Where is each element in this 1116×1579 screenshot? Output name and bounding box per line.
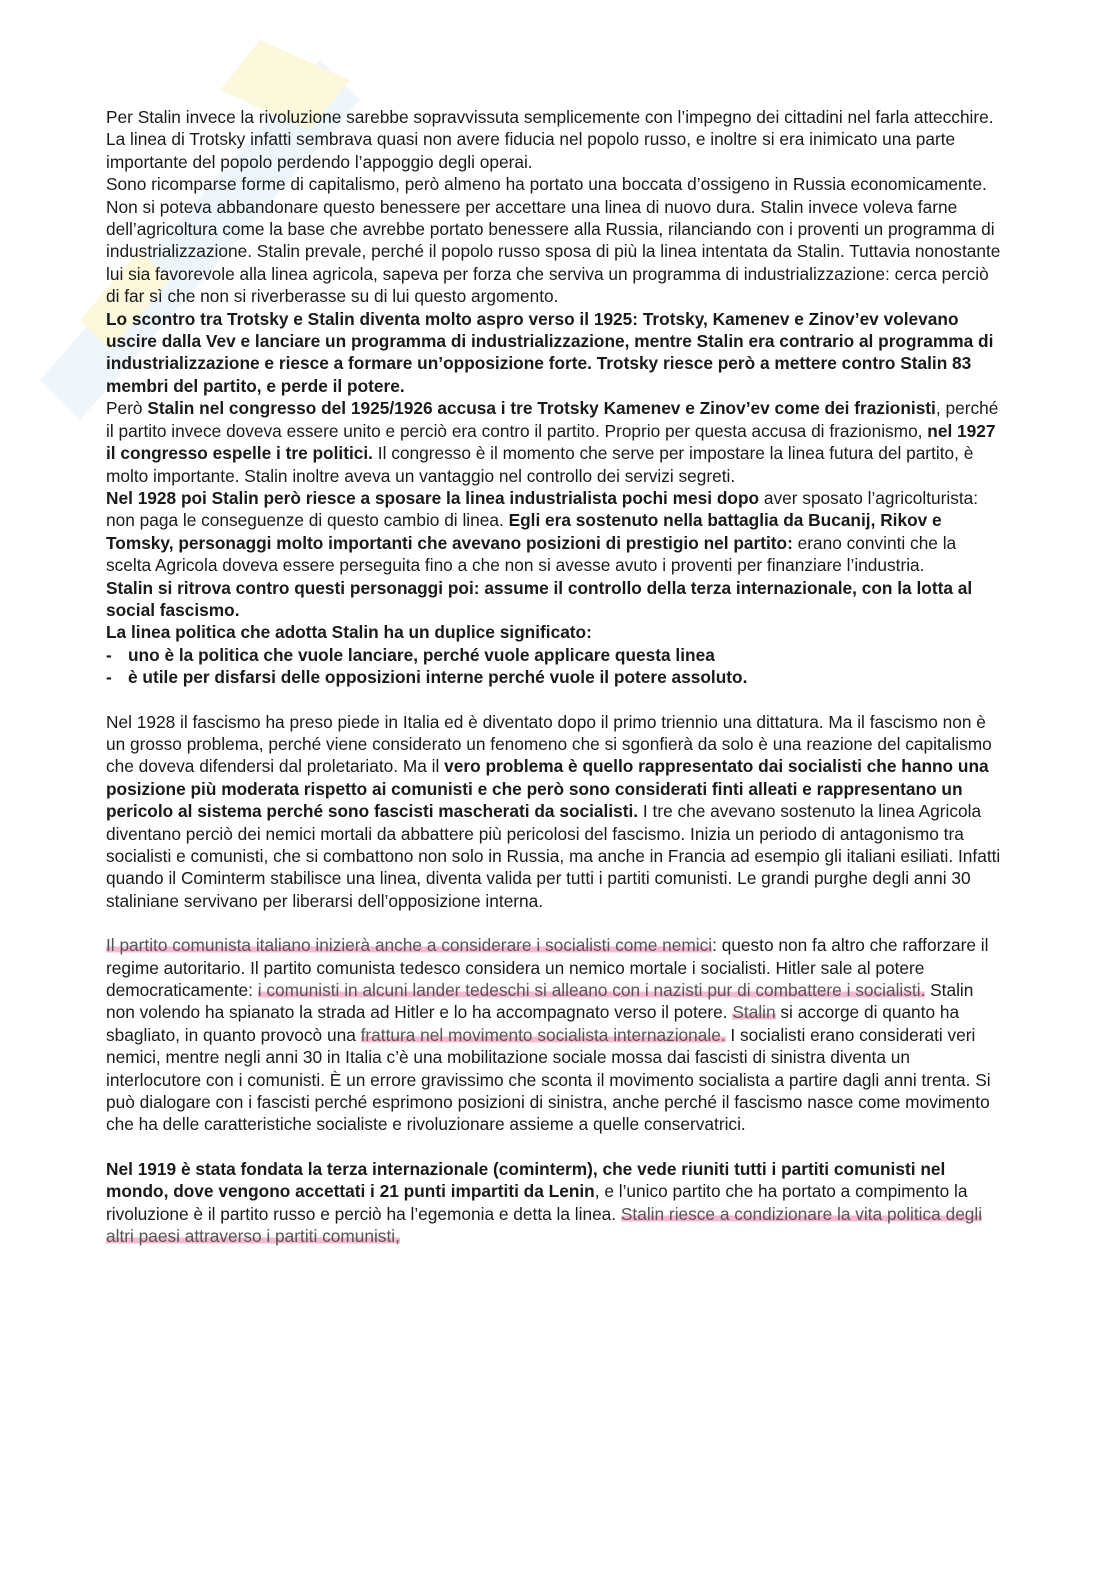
paragraph-p7 <box>106 621 1006 643</box>
section-stalin-trotsky <box>106 106 1006 644</box>
dash-item-text: è utile per disfarsi delle opposizioni interne perché vuole il potere assoluto. <box>128 667 748 688</box>
bold-text: nel 1927 il congresso espelle i tre politici. <box>106 420 996 464</box>
dash-item-text: uno è la politica che vuole lanciare, perché vuole applicare questa linea <box>128 644 715 665</box>
text-run: I socialisti erano considerati veri nemici, mentre negli anni 30 in Italia c’è una mobilitazione sociale mossa dai fascisti di sinistra diventa un interlocutore con i comunisti. È un errore gravissimo che sconta il movimento socialista a partire dagli anni trenta. Si può dialogare con i fascisti perché esprimono posizioni di sinistra, anche perché il fascismo nasce come movimento che ha delle caratteristiche socialiste e rivoluzionare assieme a quelle conservatrici. <box>106 1024 991 1135</box>
bold-text: Nel 1919 è stata fondata la terza internazionale (cominterm), che vede riuniti tutti i partiti comunisti nel mondo, dove vengono accettati i 21 punti impartiti da Lenin <box>106 1158 946 1202</box>
text-run: Sono ricomparse forme di capitalismo, però almeno ha portato una boccata d’ossigeno in Russia economicamente. Non si poteva abbandonare questo benessere per accettare una linea di nuovo dura. Stalin invece voleva farne dell’agricoltura come la base che avrebbe portato benessere alla Russia, rilanciando con i proventi un programma di industrializzazione. Stalin prevale, perché il popolo russo sposa di più la linea intentata da Stalin. Tuttavia nonostante lui sia favorevole alla linea agricola, sapeva per forza che serviva un programma di industrializzazione: cerca perciò di far sì che non si riverberasse su di lui questo argomento. <box>106 174 1001 307</box>
text-run: I tre che avevano sostenuto la linea Agricola diventano perciò dei nemici mortali da abbattere più pericolosi del fascismo. Inizia un periodo di antagonismo tra socialisti e comunisti, che si combattono non solo in Russia, ma anche in Francia ad esempio gli italiani esiliati. Infatti quando il Cominterm stabilisce una linea, diventa valida per tutti i partiti comunisti. Le grandi purghe degli anni 30 staliniane servivano per liberarsi dell’opposizione interna. <box>106 801 1001 911</box>
paragraph-p2 <box>106 173 1006 307</box>
text-run: si accorge di quanto ha sbagliato, in quanto provocò una <box>106 1002 960 1045</box>
paragraph-p8 <box>106 711 1006 913</box>
bold-text: La linea politica che adotta Stalin ha un duplice significato: <box>106 622 592 643</box>
paragraph-p9 <box>106 934 1006 1136</box>
paragraph-p4 <box>106 397 1006 487</box>
text-run: erano convinti che la scelta Agricola doveva essere perseguita fino a che non si avesse avuto i proventi per finanziare l’industria. <box>106 532 957 576</box>
text-run: aver sposato l’agricolturista: non paga le conseguenze di questo cambio di linea. <box>106 487 979 531</box>
highlighted-text: Stalin <box>732 1002 776 1023</box>
bold-text: Egli era sostenuto nella battaglia da Bucanij, Rikov e Tomsky, personaggi molto importanti che avevano posizioni di prestigio nel partito: <box>106 510 942 553</box>
paragraph-p5 <box>106 487 1006 577</box>
text-run: Però <box>106 398 148 419</box>
bold-text: Nel 1928 poi Stalin però riesce a sposare la linea industrialista pochi mesi dopo <box>106 487 760 508</box>
bold-text: vero problema è quello rappresentato dai socialisti che hanno una posizione più moderata rispetto ai comunisti e che però sono considerati finti alleati e rappresentano un pericolo al sistema perché sono fascisti mascherati da socialisti. <box>106 756 989 822</box>
document-page <box>106 106 1006 1248</box>
dash-list-item <box>106 666 1006 688</box>
dash-list-item <box>106 644 1006 666</box>
highlighted-text: Stalin riesce a condizionare la vita politica degli altri paesi attraverso i partiti comunisti, <box>106 1203 983 1247</box>
bold-text: Stalin si ritrova contro questi personaggi poi: assume il controllo della terza internazionale, con la lotta al social fascismo. <box>106 577 973 620</box>
text-run: Stalin non volendo ha spianato la strada ad Hitler e lo ha accompagnato verso il potere. <box>106 980 974 1023</box>
highlighted-text: i comunisti in alcuni lander tedeschi si alleano con i nazisti pur di combattere i socialisti. <box>257 980 926 1001</box>
highlighted-text: frattura nel movimento socialista internazionale. <box>360 1024 726 1045</box>
bold-text: Lo scontro tra Trotsky e Stalin diventa molto aspro verso il 1925: Trotsky, Kamenev e Zinov’ev volevano uscire dalla Vev e lanciare un programma di industrializzazione, mentre Stalin era contrario al programma di industrializzazione e riesce a formare un’opposizione forte. Trotsky riesce però a mettere contro Stalin 83 membri del partito, e perde il potere. <box>106 308 994 396</box>
paragraph-p6 <box>106 577 1006 622</box>
text-run: , perché il partito invece doveva essere unito e perciò era contro il partito. Proprio per questa accusa di frazionismo, <box>106 398 999 441</box>
section-socialism-fascism <box>106 711 1006 1248</box>
dash-marker: - <box>106 667 112 688</box>
text-run: Il congresso è il momento che serve per impostare la linea futura del partito, è molto importante. Stalin inoltre aveva un vantaggio nel controllo dei servizi segreti. <box>106 443 974 486</box>
highlighted-text: Il partito comunista italiano inizierà anche a considerare i socialisti come nemici <box>106 935 713 956</box>
paragraph-p1 <box>106 106 1006 173</box>
dash-list <box>106 644 1006 689</box>
text-run: : questo non fa altro che rafforzare il regime autoritario. Il partito comunista tedesco considera un nemico mortale i socialisti. Hitler sale al potere democraticamente: <box>106 935 989 1001</box>
bold-text: Stalin nel congresso del 1925/1926 accusa i tre Trotsky Kamenev e Zinov’ev come dei frazionisti <box>147 398 936 419</box>
paragraph-p10 <box>106 1158 1006 1248</box>
paragraph-p3 <box>106 308 1006 398</box>
text-run: , e l’unico partito che ha portato a compimento la rivoluzione è il partito russo e perciò ha l’egemonia e detta la linea. <box>106 1181 968 1224</box>
text-run: Nel 1928 il fascismo ha preso piede in Italia ed è diventato dopo il primo triennio una dittatura. Ma il fascismo non è un grosso problema, perché viene considerato un fenomeno che si sgonfierà da solo è una reazione del capitalismo che doveva difendersi dal proletariato. Ma il <box>106 711 992 777</box>
dash-marker: - <box>106 644 112 665</box>
text-run: Per Stalin invece la rivoluzione sarebbe sopravvissuta semplicemente con l’impegno dei cittadini nel farla attecchire. La linea di Trotsky infatti sembrava quasi non avere fiducia nel popolo russo, e inoltre si era inimicato una parte importante del popolo perdendo l’appoggio degli operai. <box>106 107 994 172</box>
